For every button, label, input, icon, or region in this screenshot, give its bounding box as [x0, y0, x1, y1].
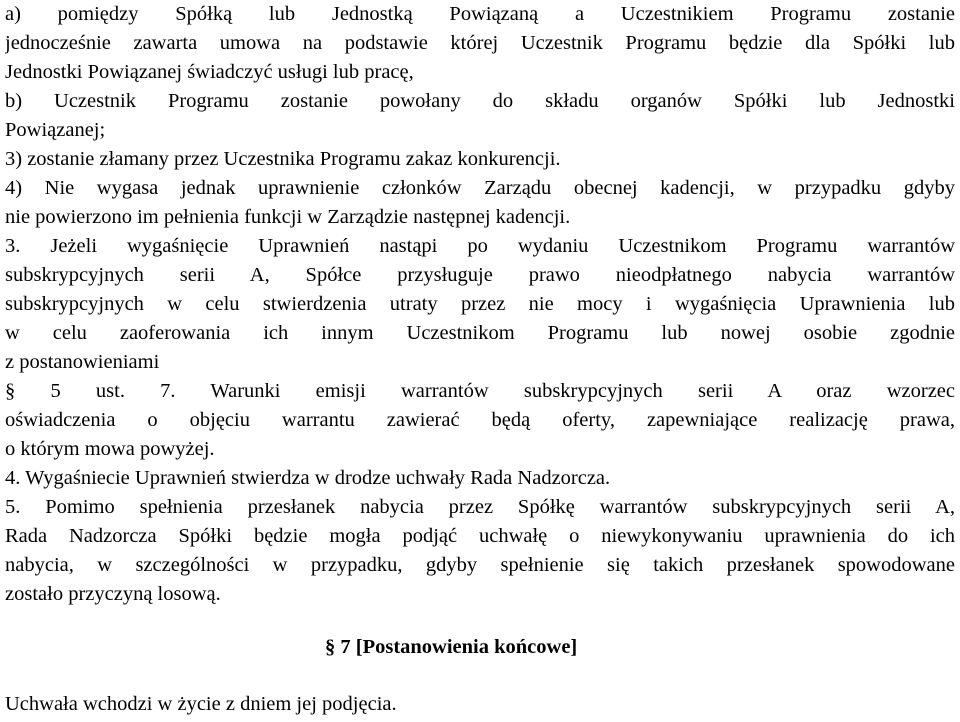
- text-line: Powiązanej;: [5, 119, 106, 141]
- text-line: jednocześnie zawarta umowa na podstawie której Uczestnik Programu będzie dla Spółki lub: [5, 32, 955, 54]
- text-line: § 5 ust. 7. Warunki emisji warrantów subskrypcyjnych serii A oraz wzorzec: [5, 380, 955, 402]
- text-line: subskrypcyjnych serii A, Spółce przysługuje prawo nieodpłatnego nabycia warrantów: [5, 264, 955, 286]
- text-line: 5. Pomimo spełnienia przesłanek nabycia przez Spółkę warrantów subskrypcyjnych serii A,: [5, 496, 955, 518]
- text-line: Rada Nadzorcza Spółki będzie mogła podjąć uchwałę o niewykonywaniu uprawnienia do ich: [5, 525, 955, 547]
- final-line: Uchwała wchodzi w życie z dniem jej podjęcia.: [5, 693, 397, 715]
- text-line: b) Uczestnik Programu zostanie powołany do składu organów Spółki lub Jednostki: [5, 90, 955, 112]
- text-line: 4. Wygaśniecie Uprawnień stwierdza w drodze uchwały Rada Nadzorcza.: [5, 467, 611, 489]
- text-line: nabycia, w szczególności w przypadku, gdyby spełnienie się takich przesłanek spowodowane: [5, 554, 955, 576]
- text-line: a) pomiędzy Spółką lub Jednostką Powiązaną a Uczestnikiem Programu zostanie: [5, 3, 955, 25]
- text-line: subskrypcyjnych w celu stwierdzenia utraty przez nie mocy i wygaśnięcia Uprawnienia lub: [5, 293, 955, 315]
- text-line: z postanowieniami: [5, 351, 160, 373]
- section-heading: § 7 [Postanowienia końcowe]: [325, 636, 578, 658]
- text-line: nie powierzono im pełnienia funkcji w Zarządzie następnej kadencji.: [5, 206, 571, 228]
- text-line: zostało przyczyną losową.: [5, 583, 221, 605]
- text-line: 4) Nie wygasa jednak uprawnienie członków Zarządu obecnej kadencji, w przypadku gdyby: [5, 177, 955, 199]
- text-line: Jednostki Powiązanej świadczyć usługi lub pracę,: [5, 61, 414, 83]
- text-line: w celu zaoferowania ich innym Uczestnikom Programu lub nowej osobie zgodnie: [5, 322, 955, 344]
- document-page: [5, 0, 955, 722]
- text-line: 3) zostanie złamany przez Uczestnika Programu zakaz konkurencji.: [5, 148, 561, 170]
- text-line: o którym mowa powyżej.: [5, 438, 215, 460]
- text-line: 3. Jeżeli wygaśnięcie Uprawnień nastąpi po wydaniu Uczestnikom Programu warrantów: [5, 235, 955, 257]
- text-line: oświadczenia o objęciu warrantu zawierać będą oferty, zapewniające realizację prawa,: [5, 409, 955, 431]
